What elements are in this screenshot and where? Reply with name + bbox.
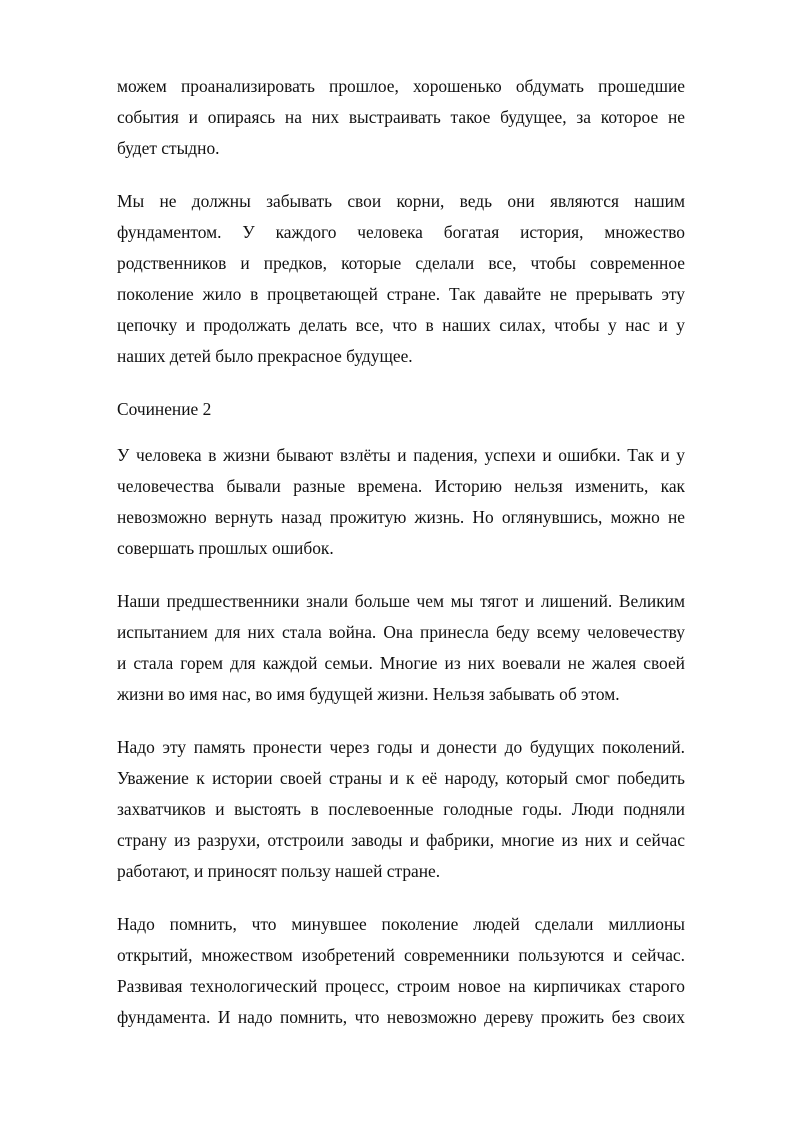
paragraph-5 (117, 732, 685, 887)
paragraph-6 (117, 909, 685, 1033)
essay-heading (117, 394, 685, 425)
paragraph-5-line-4: страну из разрухи, отстроили заводы и фабрики, многие из них и сейчас (117, 830, 685, 850)
paragraph-6-line-1: Надо помнить, что минувшее поколение людей сделали миллионы (117, 914, 685, 934)
paragraph-6-line-2: открытий, множеством изобретений современники пользуются и сейчас. (117, 945, 685, 965)
paragraph-1 (117, 71, 685, 164)
paragraph-2-line-6: наших детей было прекрасное будущее. (117, 346, 413, 366)
paragraph-4-line-4: жизни во имя нас, во имя будущей жизни. Нельзя забывать об этом. (117, 684, 620, 704)
paragraph-4 (117, 586, 685, 710)
paragraph-2 (117, 186, 685, 372)
paragraph-2-line-3: родственников и предков, которые сделали все, чтобы современное (117, 253, 685, 273)
paragraph-3-line-4: совершать прошлых ошибок. (117, 538, 334, 558)
paragraph-5-line-2: Уважение к истории своей страны и к её народу, который смог победить (117, 768, 685, 788)
paragraph-2-line-2: фундаментом. У каждого человека богатая история, множество (117, 222, 685, 242)
paragraph-6-line-3: Развивая технологический процесс, строим новое на кирпичиках старого (117, 976, 685, 996)
paragraph-1-line-3: будет стыдно. (117, 138, 220, 158)
paragraph-2-line-5: цепочку и продолжать делать все, что в наших силах, чтобы у нас и у (117, 315, 685, 335)
paragraph-3-line-2: человечества бывали разные времена. Историю нельзя изменить, как (117, 476, 685, 496)
paragraph-4-line-1: Наши предшественники знали больше чем мы тягот и лишений. Великим (117, 591, 685, 611)
paragraph-3 (117, 440, 685, 564)
paragraph-4-line-3: и стала горем для каждой семьи. Многие из них воевали не жалея своей (117, 653, 685, 673)
paragraph-5-line-1: Надо эту память пронести через годы и донести до будущих поколений. (117, 737, 685, 757)
paragraph-4-line-2: испытанием для них стала война. Она принесла беду всему человечеству (117, 622, 685, 642)
paragraph-1-line-2: события и опираясь на них выстраивать такое будущее, за которое не (117, 107, 685, 127)
paragraph-1-line-1: можем проанализировать прошлое, хорошенько обдумать прошедшие (117, 76, 685, 96)
paragraph-3-line-3: невозможно вернуть назад прожитую жизнь. Но оглянувшись, можно не (117, 507, 685, 527)
paragraph-2-line-1: Мы не должны забывать свои корни, ведь они являются нашим (117, 191, 685, 211)
paragraph-3-line-1: У человека в жизни бывают взлёты и падения, успехи и ошибки. Так и у (117, 445, 685, 465)
paragraph-5-line-5: работают, и приносят пользу нашей стране. (117, 861, 441, 881)
paragraph-5-line-3: захватчиков и выстоять в послевоенные голодные годы. Люди подняли (117, 799, 685, 819)
paragraph-2-line-4: поколение жило в процветающей стране. Так давайте не прерывать эту (117, 284, 685, 304)
paragraph-6-line-4: фундамента. И надо помнить, что невозможно дереву прожить без своих (117, 1007, 685, 1027)
essay-heading-text: Сочинение 2 (117, 399, 212, 419)
